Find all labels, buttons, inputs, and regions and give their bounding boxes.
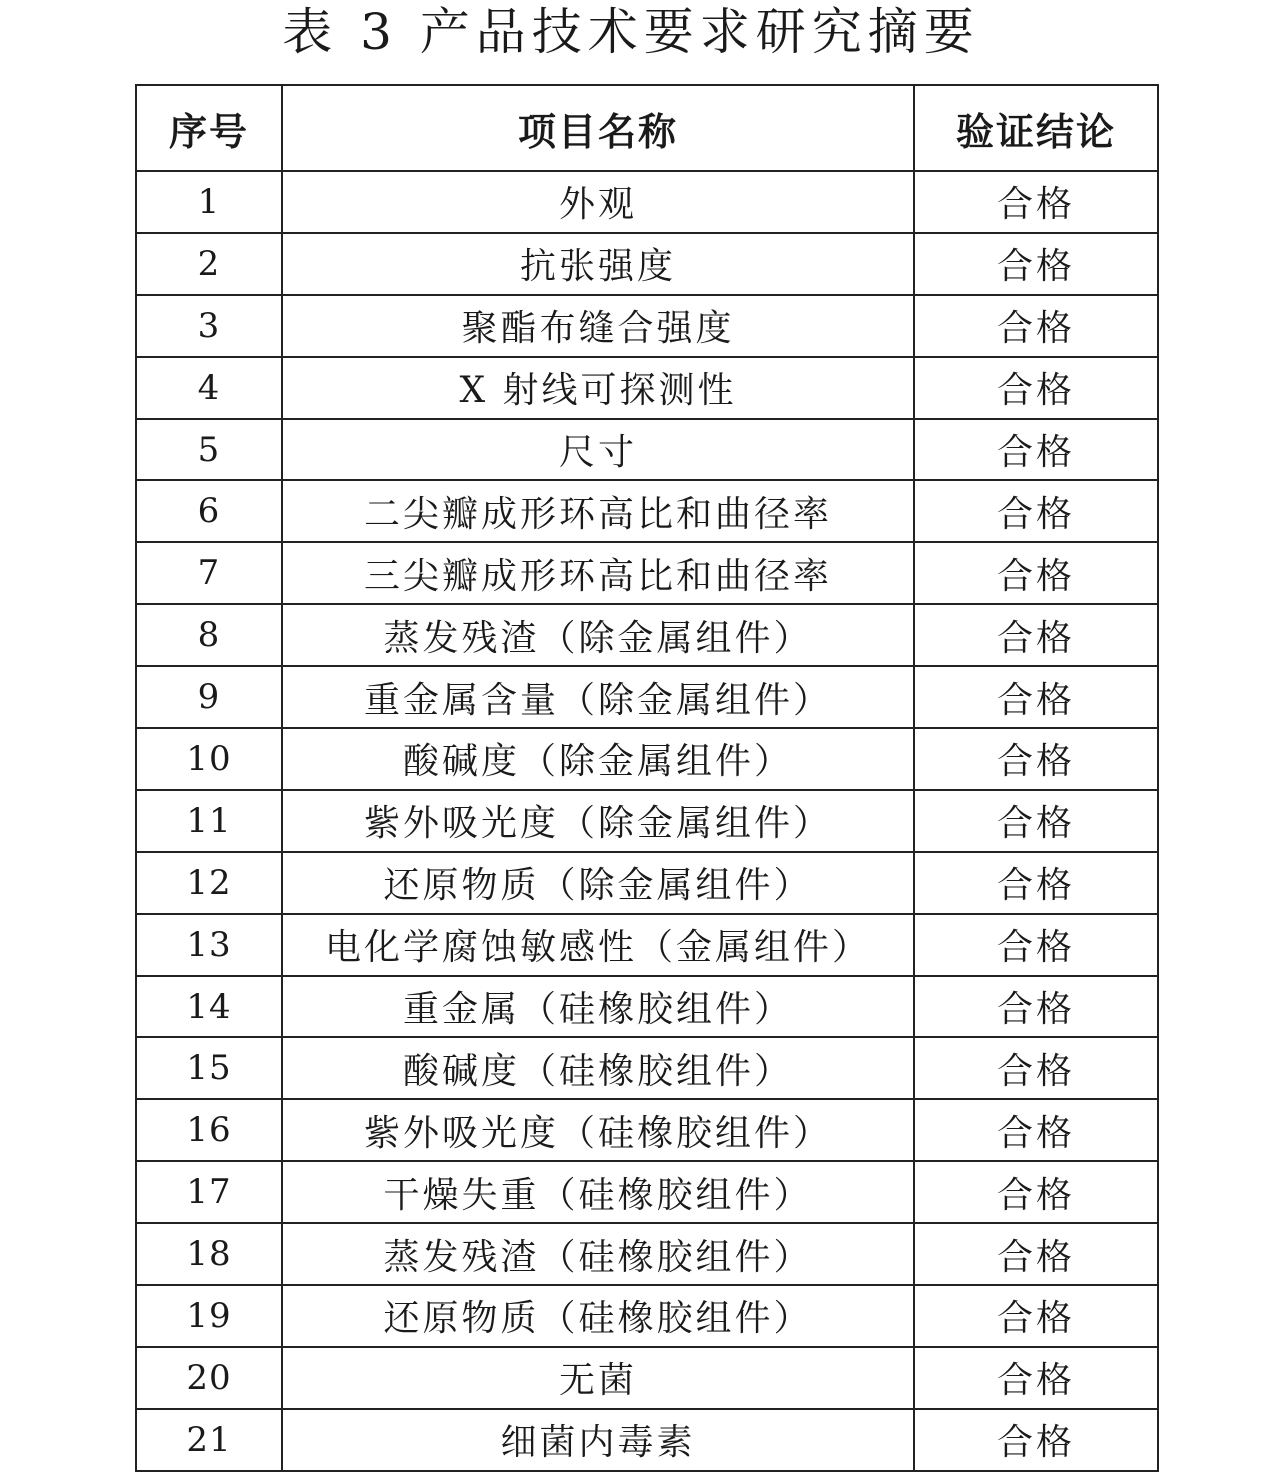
table-row [136, 1037, 1158, 1099]
row-number: 2 [136, 233, 282, 295]
row-number: 12 [136, 852, 282, 914]
table-body [136, 171, 1158, 1471]
table-row [136, 666, 1158, 728]
row-item-name: 紫外吸光度（硅橡胶组件） [282, 1099, 914, 1161]
row-number: 18 [136, 1223, 282, 1285]
row-number: 10 [136, 728, 282, 790]
table-row [136, 295, 1158, 357]
table-row [136, 852, 1158, 914]
row-number: 7 [136, 542, 282, 604]
header-result: 验证结论 [914, 85, 1158, 171]
table-row [136, 357, 1158, 419]
row-number: 9 [136, 666, 282, 728]
table-row [136, 419, 1158, 481]
row-result: 合格 [914, 1409, 1158, 1471]
row-result: 合格 [914, 1099, 1158, 1161]
table-row [136, 233, 1158, 295]
row-item-name: 尺寸 [282, 419, 914, 481]
row-number: 1 [136, 171, 282, 233]
row-result: 合格 [914, 1285, 1158, 1347]
row-result: 合格 [914, 976, 1158, 1038]
table-row [136, 1161, 1158, 1223]
row-item-name: 电化学腐蚀敏感性（金属组件） [282, 914, 914, 976]
row-number: 3 [136, 295, 282, 357]
row-result: 合格 [914, 295, 1158, 357]
table-row [136, 1099, 1158, 1161]
row-result: 合格 [914, 666, 1158, 728]
row-result: 合格 [914, 233, 1158, 295]
row-number: 5 [136, 419, 282, 481]
row-number: 19 [136, 1285, 282, 1347]
row-result: 合格 [914, 604, 1158, 666]
row-item-name: 蒸发残渣（除金属组件） [282, 604, 914, 666]
requirements-summary-table [135, 84, 1159, 1472]
row-item-name: 重金属（硅橡胶组件） [282, 976, 914, 1038]
row-number: 20 [136, 1347, 282, 1409]
row-item-name: 紫外吸光度（除金属组件） [282, 790, 914, 852]
page-title: 表 3 产品技术要求研究摘要 [282, 3, 980, 61]
row-number: 6 [136, 480, 282, 542]
row-result: 合格 [914, 480, 1158, 542]
row-result: 合格 [914, 1037, 1158, 1099]
row-item-name: 三尖瓣成形环高比和曲径率 [282, 542, 914, 604]
header-no: 序号 [136, 85, 282, 171]
table-row [136, 480, 1158, 542]
row-item-name: 酸碱度（硅橡胶组件） [282, 1037, 914, 1099]
row-number: 17 [136, 1161, 282, 1223]
row-number: 21 [136, 1409, 282, 1471]
row-item-name: 细菌内毒素 [282, 1409, 914, 1471]
row-item-name: 聚酯布缝合强度 [282, 295, 914, 357]
table-row [136, 790, 1158, 852]
row-item-name: 二尖瓣成形环高比和曲径率 [282, 480, 914, 542]
row-result: 合格 [914, 1223, 1158, 1285]
table-row [136, 542, 1158, 604]
row-result: 合格 [914, 728, 1158, 790]
table-header-row [136, 85, 1158, 171]
row-result: 合格 [914, 542, 1158, 604]
row-result: 合格 [914, 914, 1158, 976]
row-result: 合格 [914, 357, 1158, 419]
row-number: 4 [136, 357, 282, 419]
table-row [136, 1223, 1158, 1285]
table-row [136, 1347, 1158, 1409]
row-item-name: 外观 [282, 171, 914, 233]
row-item-name: 还原物质（除金属组件） [282, 852, 914, 914]
row-item-name: 蒸发残渣（硅橡胶组件） [282, 1223, 914, 1285]
row-item-name: 重金属含量（除金属组件） [282, 666, 914, 728]
row-item-name: 还原物质（硅橡胶组件） [282, 1285, 914, 1347]
row-result: 合格 [914, 171, 1158, 233]
row-result: 合格 [914, 1347, 1158, 1409]
row-number: 15 [136, 1037, 282, 1099]
row-number: 14 [136, 976, 282, 1038]
row-number: 13 [136, 914, 282, 976]
table-row [136, 171, 1158, 233]
table-row [136, 604, 1158, 666]
row-result: 合格 [914, 419, 1158, 481]
row-item-name: 抗张强度 [282, 233, 914, 295]
row-number: 8 [136, 604, 282, 666]
row-result: 合格 [914, 852, 1158, 914]
table-row [136, 976, 1158, 1038]
row-item-name: 干燥失重（硅橡胶组件） [282, 1161, 914, 1223]
row-result: 合格 [914, 790, 1158, 852]
row-number: 11 [136, 790, 282, 852]
table-row [136, 914, 1158, 976]
table-row [136, 1285, 1158, 1347]
table-row [136, 1409, 1158, 1471]
row-number: 16 [136, 1099, 282, 1161]
header-item-name: 项目名称 [282, 85, 914, 171]
row-item-name: 无菌 [282, 1347, 914, 1409]
row-item-name: X 射线可探测性 [282, 357, 914, 419]
row-result: 合格 [914, 1161, 1158, 1223]
row-item-name: 酸碱度（除金属组件） [282, 728, 914, 790]
table-row [136, 728, 1158, 790]
